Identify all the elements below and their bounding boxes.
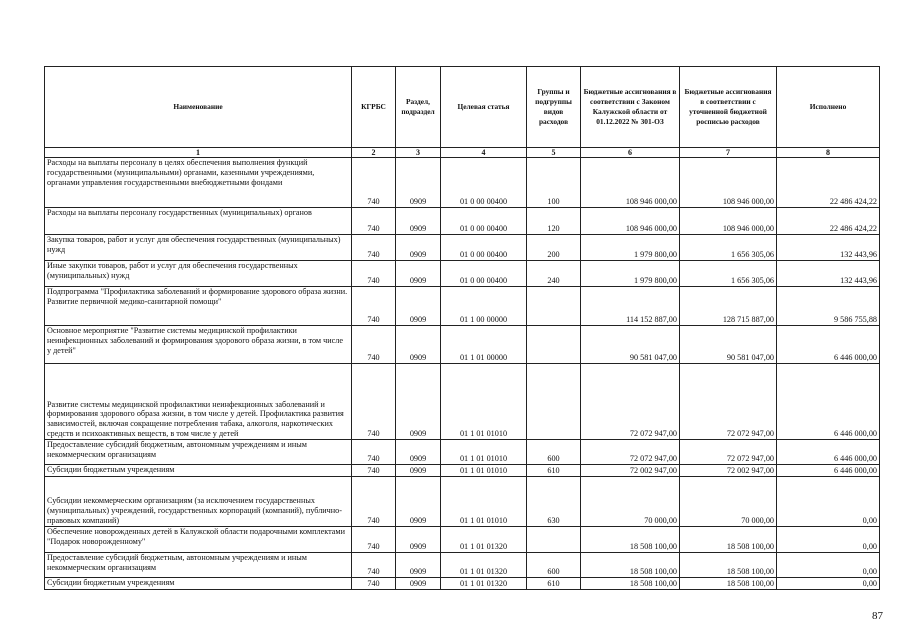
row-name: Субсидии некоммерческим организациям (за исключением государственных (муниципальных) учреждений, государственных корпораций (компаний), публично-правовых компаний) bbox=[45, 477, 352, 527]
row-section: 0909 bbox=[396, 440, 441, 465]
row-executed: 0,00 bbox=[777, 578, 880, 590]
row-executed: 0,00 bbox=[777, 553, 880, 578]
column-number: 3 bbox=[396, 148, 441, 158]
row-name: Предоставление субсидий бюджетным, автономным учреждениям и иным некоммерческим организациям bbox=[45, 440, 352, 465]
row-updated: 72 072 947,00 bbox=[680, 440, 777, 465]
row-section: 0909 bbox=[396, 527, 441, 553]
column-number: 5 bbox=[527, 148, 581, 158]
row-executed: 6 446 000,00 bbox=[777, 364, 880, 440]
row-group bbox=[527, 326, 581, 364]
row-executed: 6 446 000,00 bbox=[777, 326, 880, 364]
row-kgrbs: 740 bbox=[352, 287, 396, 326]
header-updated: Бюджетные ассигнования в соответствии с уточненной бюджетной росписью расходов bbox=[680, 67, 777, 148]
row-group: 120 bbox=[527, 208, 581, 235]
row-executed: 9 586 755,88 bbox=[777, 287, 880, 326]
header-name: Наименование bbox=[45, 67, 352, 148]
row-kgrbs: 740 bbox=[352, 465, 396, 477]
row-kgrbs: 740 bbox=[352, 158, 396, 208]
row-kgrbs: 740 bbox=[352, 527, 396, 553]
table-row bbox=[45, 326, 880, 364]
row-section: 0909 bbox=[396, 287, 441, 326]
row-target: 01 1 01 01320 bbox=[441, 578, 527, 590]
row-target: 01 0 00 00400 bbox=[441, 261, 527, 287]
table-row bbox=[45, 364, 880, 440]
row-group: 600 bbox=[527, 553, 581, 578]
row-kgrbs: 740 bbox=[352, 208, 396, 235]
row-section: 0909 bbox=[396, 158, 441, 208]
row-law: 18 508 100,00 bbox=[581, 527, 680, 553]
row-group: 100 bbox=[527, 158, 581, 208]
row-name: Иные закупки товаров, работ и услуг для обеспечения государственных (муниципальных) нужд bbox=[45, 261, 352, 287]
table-row bbox=[45, 261, 880, 287]
row-law: 18 508 100,00 bbox=[581, 578, 680, 590]
table-row bbox=[45, 553, 880, 578]
row-updated: 1 656 305,06 bbox=[680, 235, 777, 261]
table-row bbox=[45, 287, 880, 326]
row-updated: 72 072 947,00 bbox=[680, 364, 777, 440]
row-group: 240 bbox=[527, 261, 581, 287]
row-kgrbs: 740 bbox=[352, 553, 396, 578]
row-law: 72 072 947,00 bbox=[581, 440, 680, 465]
row-group: 200 bbox=[527, 235, 581, 261]
row-section: 0909 bbox=[396, 326, 441, 364]
row-group bbox=[527, 527, 581, 553]
row-name: Подпрограмма "Профилактика заболеваний и формирование здорового образа жизни. Развитие первичной медико-санитарной помощи" bbox=[45, 287, 352, 326]
table-row bbox=[45, 527, 880, 553]
row-executed: 0,00 bbox=[777, 527, 880, 553]
row-section: 0909 bbox=[396, 208, 441, 235]
row-target: 01 1 01 00000 bbox=[441, 326, 527, 364]
table-row bbox=[45, 235, 880, 261]
column-number-row bbox=[45, 148, 880, 158]
row-law: 72 002 947,00 bbox=[581, 465, 680, 477]
row-target: 01 1 01 01010 bbox=[441, 440, 527, 465]
column-number: 8 bbox=[777, 148, 880, 158]
row-executed: 22 486 424,22 bbox=[777, 158, 880, 208]
header-target: Целевая статья bbox=[441, 67, 527, 148]
row-updated: 108 946 000,00 bbox=[680, 158, 777, 208]
row-name: Расходы на выплаты персоналу в целях обеспечения выполнения функций государственными (муниципальными) органами, казенными учреждениями, органами управления государственными внебюджетными фондами bbox=[45, 158, 352, 208]
row-updated: 128 715 887,00 bbox=[680, 287, 777, 326]
column-number: 1 bbox=[45, 148, 352, 158]
row-name: Основное мероприятие "Развитие системы медицинской профилактики неинфекционных заболеваний и формирования здорового образа жизни, в том числе у детей" bbox=[45, 326, 352, 364]
row-name: Развитие системы медицинской профилактики неинфекционных заболеваний и формирования здорового образа жизни, в том числе у детей. Профилактика развития зависимостей, включая сокращение потребления табака, алкоголя, наркотических средств и психоактивных веществ, в том числе у детей bbox=[45, 364, 352, 440]
row-executed: 22 486 424,22 bbox=[777, 208, 880, 235]
row-name: Субсидии бюджетным учреждениям bbox=[45, 465, 352, 477]
row-name: Закупка товаров, работ и услуг для обеспечения государственных (муниципальных) нужд bbox=[45, 235, 352, 261]
row-updated: 18 508 100,00 bbox=[680, 578, 777, 590]
row-section: 0909 bbox=[396, 578, 441, 590]
table-row bbox=[45, 477, 880, 527]
row-kgrbs: 740 bbox=[352, 578, 396, 590]
header-kgrbs: КГРБС bbox=[352, 67, 396, 148]
row-group: 610 bbox=[527, 465, 581, 477]
column-number: 6 bbox=[581, 148, 680, 158]
row-section: 0909 bbox=[396, 364, 441, 440]
row-target: 01 1 00 00000 bbox=[441, 287, 527, 326]
row-executed: 6 446 000,00 bbox=[777, 465, 880, 477]
row-law: 72 072 947,00 bbox=[581, 364, 680, 440]
header-executed: Исполнено bbox=[777, 67, 880, 148]
row-target: 01 1 01 01320 bbox=[441, 527, 527, 553]
row-updated: 90 581 047,00 bbox=[680, 326, 777, 364]
table-row bbox=[45, 208, 880, 235]
row-kgrbs: 740 bbox=[352, 235, 396, 261]
row-law: 70 000,00 bbox=[581, 477, 680, 527]
column-number: 7 bbox=[680, 148, 777, 158]
header-groups: Группы и подгруппы видов расходов bbox=[527, 67, 581, 148]
header-law: Бюджетные ассигнования в соответствии с Законом Калужской области от 01.12.2022 № 301-ОЗ bbox=[581, 67, 680, 148]
header-row bbox=[45, 67, 880, 148]
row-kgrbs: 740 bbox=[352, 261, 396, 287]
column-number: 4 bbox=[441, 148, 527, 158]
table-row bbox=[45, 158, 880, 208]
row-target: 01 1 01 01010 bbox=[441, 465, 527, 477]
row-executed: 0,00 bbox=[777, 477, 880, 527]
row-section: 0909 bbox=[396, 465, 441, 477]
row-kgrbs: 740 bbox=[352, 364, 396, 440]
row-target: 01 1 01 01010 bbox=[441, 364, 527, 440]
row-target: 01 0 00 00400 bbox=[441, 235, 527, 261]
row-law: 108 946 000,00 bbox=[581, 158, 680, 208]
row-name: Обеспечение новорожденных детей в Калужской области подарочными комплектами "Подарок новорожденному" bbox=[45, 527, 352, 553]
column-number: 2 bbox=[352, 148, 396, 158]
row-group: 610 bbox=[527, 578, 581, 590]
row-group: 630 bbox=[527, 477, 581, 527]
row-law: 90 581 047,00 bbox=[581, 326, 680, 364]
row-group bbox=[527, 364, 581, 440]
row-kgrbs: 740 bbox=[352, 326, 396, 364]
row-kgrbs: 740 bbox=[352, 477, 396, 527]
row-executed: 132 443,96 bbox=[777, 261, 880, 287]
row-group bbox=[527, 287, 581, 326]
table-row bbox=[45, 440, 880, 465]
header-section: Раздел, подраздел bbox=[396, 67, 441, 148]
row-updated: 70 000,00 bbox=[680, 477, 777, 527]
row-law: 108 946 000,00 bbox=[581, 208, 680, 235]
row-executed: 6 446 000,00 bbox=[777, 440, 880, 465]
row-law: 18 508 100,00 bbox=[581, 553, 680, 578]
row-name: Субсидии бюджетным учреждениям bbox=[45, 578, 352, 590]
row-updated: 18 508 100,00 bbox=[680, 553, 777, 578]
row-executed: 132 443,96 bbox=[777, 235, 880, 261]
row-updated: 72 002 947,00 bbox=[680, 465, 777, 477]
row-law: 1 979 800,00 bbox=[581, 235, 680, 261]
row-updated: 1 656 305,06 bbox=[680, 261, 777, 287]
row-name: Предоставление субсидий бюджетным, автономным учреждениям и иным некоммерческим организациям bbox=[45, 553, 352, 578]
row-name: Расходы на выплаты персоналу государственных (муниципальных) органов bbox=[45, 208, 352, 235]
row-target: 01 1 01 01010 bbox=[441, 477, 527, 527]
table-row bbox=[45, 465, 880, 477]
row-group: 600 bbox=[527, 440, 581, 465]
row-section: 0909 bbox=[396, 261, 441, 287]
row-law: 1 979 800,00 bbox=[581, 261, 680, 287]
row-section: 0909 bbox=[396, 477, 441, 527]
row-updated: 18 508 100,00 bbox=[680, 527, 777, 553]
table-row bbox=[45, 578, 880, 590]
row-law: 114 152 887,00 bbox=[581, 287, 680, 326]
row-target: 01 1 01 01320 bbox=[441, 553, 527, 578]
row-updated: 108 946 000,00 bbox=[680, 208, 777, 235]
row-target: 01 0 00 00400 bbox=[441, 158, 527, 208]
page-number: 87 bbox=[872, 610, 883, 622]
row-kgrbs: 740 bbox=[352, 440, 396, 465]
row-section: 0909 bbox=[396, 553, 441, 578]
row-target: 01 0 00 00400 bbox=[441, 208, 527, 235]
row-section: 0909 bbox=[396, 235, 441, 261]
budget-table bbox=[44, 66, 880, 590]
